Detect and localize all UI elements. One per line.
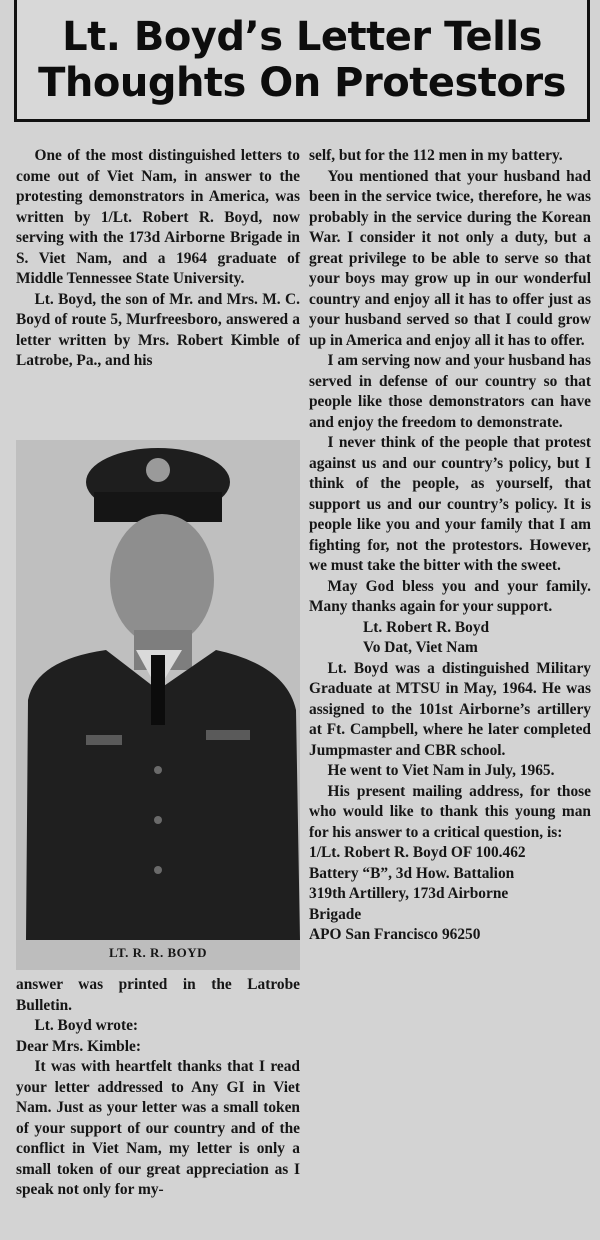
paragraph: One of the most distinguished letters to come out of Viet Nam, in answer to the protesting demonstrators in America, was written by 1/Lt. Robert R. Boyd, now serving with the 173d Airborne Brigade in S. Viet Nam, and a 1964 graduate of Middle Tennessee State University. (16, 147, 300, 287)
portrait-photo (16, 440, 300, 970)
address-line: Brigade (309, 905, 362, 923)
address-line: 319th Artillery, 173d Airborne (309, 885, 509, 902)
paragraph: You mentioned that your husband had been in the service twice, therefore, he was probably in the service during the Korean War. I consider it not only a duty, but a great privilege to be able to serve so that your boys may grow up in our wonderful country and enjoy all it has to offer just as your husband served so that I could grow up in America and enjoy all it has to offer. (309, 167, 591, 349)
paragraph: answer was printed in the Latrobe Bulletin. (16, 976, 300, 1014)
paragraph: It was with heartfelt thanks that I read your letter addressed to Any GI in Viet Nam. Just as your letter was a small token of your support of our country and of the conflict in Viet Nam, my letter is only a small token of our great appreciation as I speak not only for my- (16, 1058, 300, 1198)
paragraph: Lt. Boyd wrote: (34, 1017, 139, 1034)
paragraph: Lt. Boyd was a distinguished Military Graduate at MTSU in May, 1964. He was assigned to the 101st Airborne’s artillery at Ft. Campbell, where he later completed Jumpmaster and CBR school. (309, 659, 591, 759)
paragraph: May God bless you and your family. Many thanks again for your support. (309, 577, 591, 615)
paragraph: I am serving now and your husband has served in defense of our country so that people like those demonstrators can have and enjoy the freedom to demonstrate. (309, 352, 591, 431)
signature-name: Lt. Robert R. Boyd (363, 618, 490, 636)
paragraph: He went to Viet Nam in July, 1965. (327, 762, 555, 779)
paragraph: His present mailing address, for those who would like to thank this young man for his answer to a critical question, is: (309, 782, 591, 841)
headline-line-1: Lt. Boyd’s Letter Tells (62, 14, 542, 60)
headline-line-2: Thoughts On Protestors (38, 60, 566, 106)
address-line: Battery “B”, 3d How. Battalion (309, 864, 515, 882)
column-1-top (16, 146, 300, 372)
paragraph: self, but for the 112 men in my battery. (309, 147, 563, 164)
address-line: APO San Francisco 96250 (309, 926, 481, 943)
salutation: Dear Mrs. Kimble: (16, 1037, 141, 1055)
headline-box (14, 0, 590, 122)
soldier-portrait-image (16, 440, 300, 940)
column-1-bottom (16, 975, 300, 1201)
paragraph: Lt. Boyd, the son of Mr. and Mrs. M. C. Boyd of route 5, Murfreesboro, answered a letter written by Mrs. Robert Kimble of Latrobe, Pa., and his (16, 290, 300, 369)
column-2 (309, 146, 591, 946)
paragraph: I never think of the people that protest against us and our country’s policy, but I think of the people, as yourself, that support us and our country’s policy. It is people like you and your family that I am fighting for, not the protestors. However, we must take the bitter with the sweet. (309, 434, 591, 574)
address-line: 1/Lt. Robert R. Boyd OF 100.462 (309, 844, 526, 861)
signature-place: Vo Dat, Viet Nam (363, 639, 478, 656)
headline (17, 14, 587, 106)
photo-caption: LT. R. R. BOYD (108, 945, 208, 960)
